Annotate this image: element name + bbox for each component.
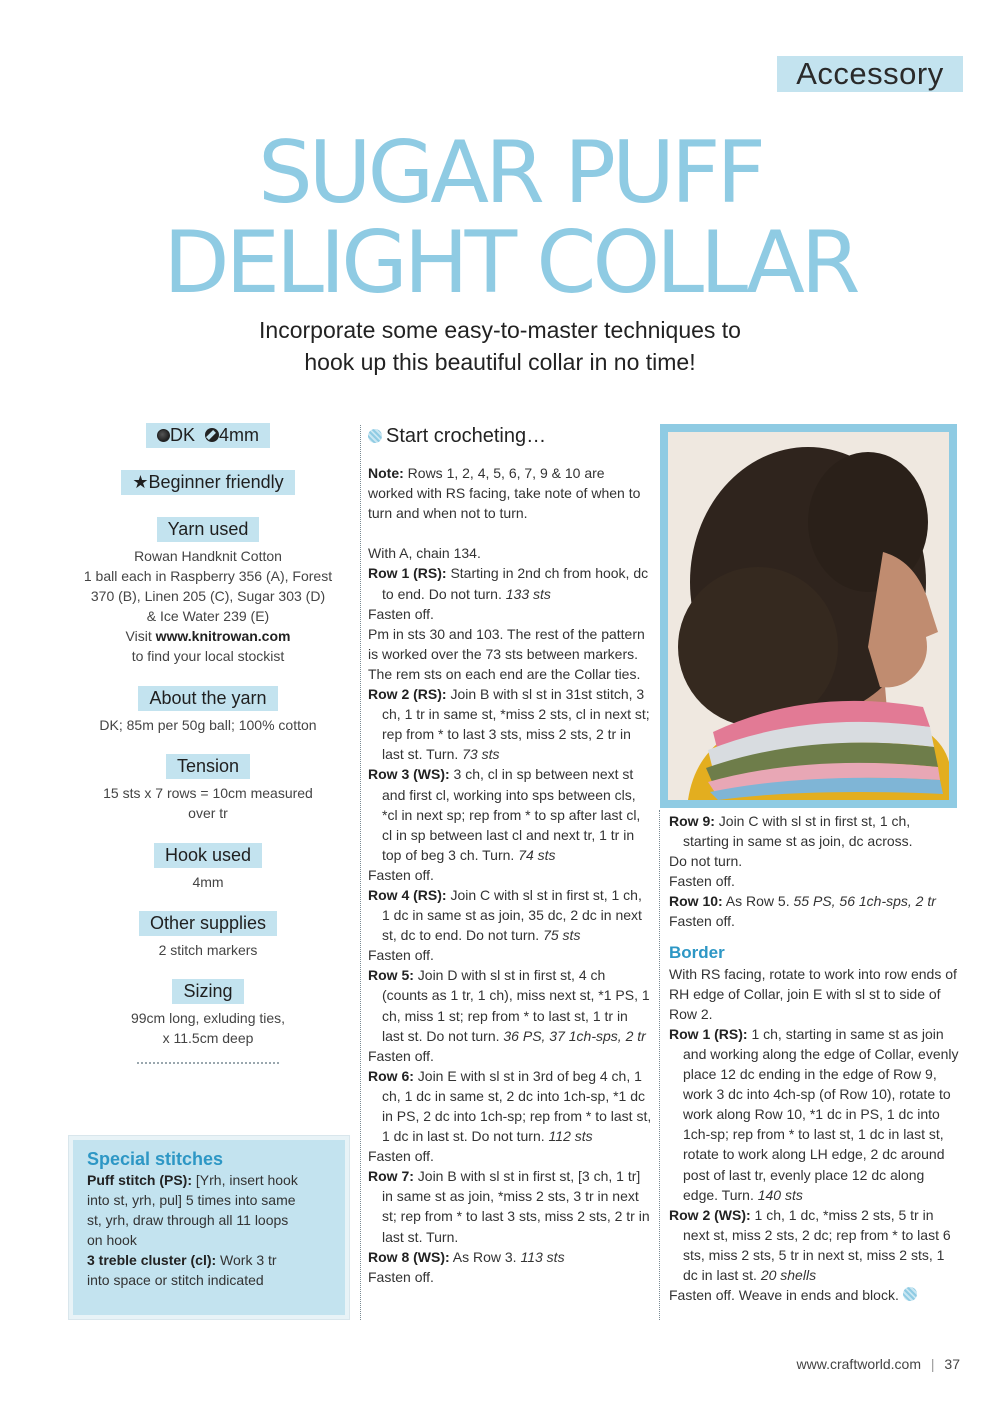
difficulty-badge — [121, 470, 294, 495]
weight-hook-badge — [146, 423, 270, 448]
border-intro: With RS facing, rotate to work into row ends of RH edge of Collar, join E with sl st to side of Row 2. — [669, 965, 957, 1022]
special-line — [87, 1170, 331, 1190]
tension-line: over tr — [188, 805, 228, 821]
yarn-line — [60, 626, 356, 646]
sizing-block — [60, 979, 356, 1048]
yarn-ball-icon — [157, 429, 170, 442]
yarn-used-heading: Yarn used — [157, 517, 260, 542]
pattern-para: Fasten off. — [368, 1268, 434, 1285]
stockist-link[interactable]: www.knitrowan.com — [155, 628, 291, 644]
special-line: into space or stitch indicated — [87, 1272, 264, 1288]
row-3: Row 3 (WS): 3 ch, cl in sp between next st and first cl, working into sps between cls, *cl in next sp; rep from * to sp after last cl, cl in sp between last cl and next tr, 1 tr in top of beg 3 ch. Turn. 74 sts — [368, 766, 641, 863]
pattern-heading-text: Start crocheting… — [386, 425, 547, 447]
info-sidebar — [60, 420, 356, 1064]
standfirst-line-1: Incorporate some easy-to-master techniques to — [259, 317, 741, 343]
visit-text: Visit — [125, 628, 152, 644]
yarn-line: Rowan Handknit Cotton — [134, 548, 282, 564]
title-line-2: DELIGHT COLLAR — [163, 213, 857, 313]
model-photo-illustration — [668, 432, 949, 800]
border-heading: Border — [669, 942, 725, 962]
pattern-para: Fasten off. Weave in ends and block. — [669, 1285, 959, 1305]
row-6: Row 6: Join E with sl st in 3rd of beg 4 ch, 1 ch, 1 dc in same st, 2 dc into 1ch-sp, *1 dc in PS, 2 dc into 1ch-sp; rep from * to last st, 1 dc in last st. Do not turn. 112 sts — [368, 1067, 652, 1145]
row-10: Row 10: As Row 5. 55 PS, 56 1ch-sps, 2 tr — [669, 893, 936, 910]
pattern-para: Fasten off. — [669, 913, 735, 930]
tension-text — [60, 783, 356, 823]
row-7: Row 7: Join B with sl st in first st, [3 ch, 1 tr] in same st as join, *miss 2 sts, 3 tr in next st; rep from * to last 3 sts, miss 2 sts, 2 tr in last st. Turn. — [368, 1168, 650, 1245]
note-para: Note: Rows 1, 2, 4, 5, 6, 7, 9 & 10 are worked with RS facing, take note of when to turn and when not to turn. — [368, 465, 641, 522]
row-8: Row 8 (WS): As Row 3. 113 sts — [368, 1248, 565, 1265]
yarn-used-block — [60, 517, 356, 666]
pattern-para: Fasten off. — [669, 873, 735, 890]
cluster-label: 3 treble cluster (cl): — [87, 1252, 217, 1268]
title-line-1: SUGAR PUFF — [258, 123, 762, 223]
star-icon: ★ — [132, 472, 149, 492]
special-stitches-box — [73, 1140, 345, 1315]
sizing-text — [60, 1008, 356, 1048]
hook-heading: Hook used — [154, 843, 262, 868]
pattern-column-1 — [368, 423, 653, 1287]
row-4: Row 4 (RS): Join C with sl st in first st, 1 ch, 1 dc in same st as join, 35 dc, 2 dc in next st, dc to end. Do not turn. 75 sts — [368, 886, 642, 944]
special-text: Work 3 tr — [220, 1252, 277, 1268]
footer-separator: | — [930, 1356, 935, 1372]
weight-label: DK — [169, 425, 195, 445]
footer-site[interactable]: www.craftworld.com — [796, 1356, 921, 1372]
model-photo-frame — [660, 424, 957, 808]
pattern-para: Fasten off. — [368, 947, 434, 964]
model-photo — [668, 432, 949, 800]
pattern-para: Pm in sts 30 and 103. The rest of the pattern is worked over the 73 sts between markers. The rem sts on each end are the Collar ties. — [368, 625, 645, 682]
puff-stitch-label: Puff stitch (PS): — [87, 1172, 192, 1188]
section-tag: Accessory — [777, 56, 963, 92]
tension-block — [60, 754, 356, 823]
yarn-line: to find your local stockist — [131, 648, 285, 664]
hook-text: 4mm — [192, 874, 224, 890]
row-1: Row 1 (RS): Starting in 2nd ch from hook, dc to end. Do not turn. 133 sts — [368, 565, 649, 602]
about-yarn-text: DK; 85m per 50g ball; 100% cotton — [99, 717, 317, 733]
dotted-divider — [137, 1062, 279, 1064]
column-rule — [360, 425, 361, 1320]
about-yarn-block — [60, 686, 356, 735]
page-number: 37 — [944, 1356, 960, 1372]
other-supplies-block — [60, 911, 356, 960]
sizing-line: x 11.5cm deep — [162, 1030, 254, 1046]
border-row-2: Row 2 (WS): 1 ch, 1 dc, *miss 2 sts, 5 tr in next st, miss 2 sts, 2 dc; rep from * to last 6 sts, miss 2 sts, 5 tr in next st, miss 2 sts, 1 dc in last st. 20 shells — [669, 1206, 951, 1283]
column-rule — [659, 810, 660, 1320]
yarn-line: & Ice Water 239 (E) — [146, 608, 270, 624]
other-supplies-heading: Other supplies — [139, 911, 277, 936]
sizing-heading: Sizing — [172, 979, 243, 1004]
row-5: Row 5: Join D with sl st in first st, 4 ch (counts as 1 tr, 1 ch), miss next st, *1 PS, 1 ch, miss 1 st; rep from * to last st, 1 tr in last st. Do not turn. 36 PS, 37 1ch-sps, 2 tr — [368, 967, 650, 1044]
special-text: [Yrh, insert hook — [195, 1172, 298, 1188]
tension-line: 15 sts x 7 rows = 10cm measured — [103, 785, 313, 801]
special-line: on hook — [87, 1232, 137, 1248]
row-2: Row 2 (RS): Join B with sl st in 31st stitch, 3 ch, 1 tr in same st, *miss 2 sts, cl in next st; rep from * to last 3 sts, miss 2 sts, 2 tr in last st. Turn. 73 sts — [368, 686, 650, 763]
row-9: Row 9: Join C with sl st in first st, 1 ch, starting in same st as join, dc across. — [669, 813, 913, 850]
other-supplies-text: 2 stitch markers — [158, 942, 258, 958]
special-stitches-heading: Special stitches — [87, 1149, 224, 1169]
difficulty-label: Beginner friendly — [148, 472, 284, 492]
border-row-1: Row 1 (RS): 1 ch, starting in same st as join and working along the edge of Collar, evenly place 12 dc ending in the edge of Row 9, work 3 dc into 4ch-sp (of Row 10), rotate to work along Row 10, *1 dc in PS, 1 dc into 1ch-sp; rep from * to last st, 1 dc in last st, rotate to work along LH edge, 2 dc around post of last tr, evenly place 12 dc along edge. Turn. 140 sts — [669, 1025, 959, 1203]
yarn-line: 370 (B), Linen 205 (C), Sugar 303 (D) — [90, 588, 326, 604]
footer — [760, 1356, 960, 1372]
yarn-line: 1 ball each in Raspberry 356 (A), Forest — [83, 568, 333, 584]
hook-block — [60, 843, 356, 892]
standfirst-line-2: hook up this beautiful collar in no time! — [304, 349, 696, 375]
pattern-para: Fasten off. — [368, 1148, 434, 1165]
about-yarn-heading: About the yarn — [138, 686, 277, 711]
yarn-ball-icon — [368, 429, 382, 443]
pattern-para: Fasten off. — [368, 605, 434, 622]
hook-size-label: 4mm — [219, 425, 260, 445]
end-yarn-icon — [903, 1287, 917, 1301]
pattern-para: Do not turn. — [669, 853, 743, 870]
special-line — [87, 1250, 331, 1270]
special-line: into st, yrh, pul] 5 times into same — [87, 1192, 296, 1208]
sizing-line: 99cm long, exluding ties, — [130, 1010, 286, 1026]
standfirst — [0, 314, 1000, 378]
hook-icon — [205, 428, 219, 442]
pattern-para: Fasten off. — [368, 866, 434, 883]
pattern-para: Fasten off. — [368, 1047, 434, 1064]
pattern-heading — [368, 423, 653, 449]
pattern-column-2 — [669, 811, 959, 1305]
pattern-para: With A, chain 134. — [368, 545, 481, 562]
special-line: st, yrh, draw through all 11 loops — [87, 1212, 289, 1228]
yarn-used-text — [60, 546, 356, 666]
tension-heading: Tension — [166, 754, 250, 779]
